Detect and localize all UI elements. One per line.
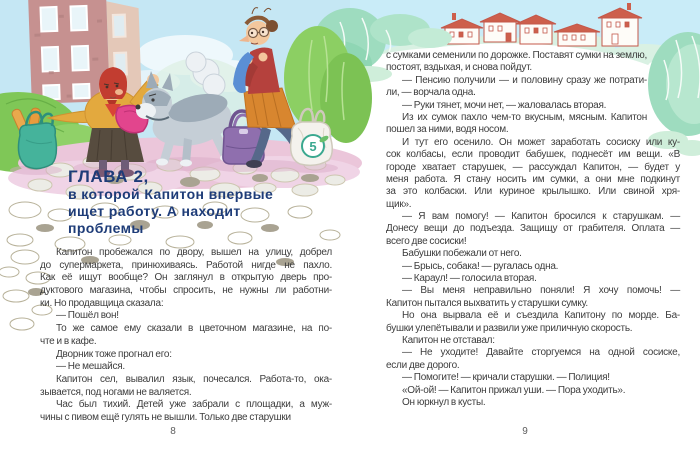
text-line: — Караул! — голосила вторая. [402,273,537,285]
text-line: до супермаркета, принюхиваясь. Работой нигде не пахло. [40,259,332,271]
text-line: — Не мешайся. [56,361,125,373]
text-line: дуктового магазина, чтобы спросить, не нужны ли работни- [40,285,332,297]
text-line: — Не уходите! Давайте сторгуемся на одной сосиске, [402,347,680,359]
text-line: Но она вырвала её и съездила Капитону по морде. Ба- [402,310,680,322]
chapter-subtitle-line-2: ищет работу. А находит [68,203,241,219]
text-line: меня работа. Я стану носить им сумки, а они мне подкинут [386,173,680,185]
text-line: щик». [386,198,412,210]
text-line: — Руки тянет, мочи нет, — жаловалась вторая. [402,99,607,111]
text-line: Из их сумок пахло чем-то вкусным, мясным. Капитон [402,111,647,123]
text-line: постоят, вздыхая, и снова пойдут. [386,62,532,74]
text-line: пошел за ними, водя носом. [386,124,509,136]
chapter-heading: ГЛАВА 2, [68,167,149,186]
page-number-left: 8 [170,426,176,437]
text-line: Капитон пытался выхватить у старушки сумку. [386,297,588,309]
right-page-text [386,50,680,409]
text-line: «Ой-ой! — Капитон прижал уши. — Пора уходить». [402,384,626,396]
text-line: — Пошёл вон! [56,310,119,322]
left-page-text [40,247,332,425]
text-line: всего две сосиски! [386,235,467,247]
text-line: Донесу вещи до подъезда. Защищу от грабителя. Оплата — [386,223,680,235]
text-line: за это колбаски. Или куриное крылышко. Или свиной хря- [386,186,680,198]
text-line: Капитон не отставал: [402,334,495,346]
text-line: — Вы меня неправильно поняли! Я хочу помочь! — [402,285,680,297]
text-line: сок колбасы, если проводит бабушек, поднесёт им вещи. «В [386,149,680,161]
text-line: — Помогите! — кричали старушки. — Полиция! [402,372,610,384]
text-line: ли, — ворчала одна. [386,87,476,99]
text-line: И тут его осенило. Он может заработать сосиску или ку- [402,136,680,148]
text-line: Час был тихий. Детей уже забрали с площадки, а муж- [56,399,332,411]
text-line: — Пенсию получили — и половину сразу же потрати- [402,74,647,86]
text-line: городе хватает старушек, — рассуждал Капитон, — будет у [386,161,680,173]
text-line: чины с пивом ещё гулять не вышли. Только две старушки [40,411,291,423]
page-number-right: 9 [522,426,528,437]
text-line: — Я вам помогу! — Капитон бросился к старушкам. — [402,211,680,223]
text-line: ки. Но продавщица сказала: [40,297,164,309]
text-line: Бабушки побежали от него. [402,248,522,260]
text-line: — Брысь, собака! — ругалась одна. [402,260,559,272]
chapter-subtitle-line-1: в которой Капитон впервые [68,186,274,202]
text-line: То же самое ему сказали в цветочном магазине, на по- [56,323,332,335]
text-line: Капитон пробежался по двору, вышел на улицу, добрел [56,247,332,258]
text-line: если две дорого. [386,359,460,371]
text-line: зывается, под ногами не валяется. [40,386,192,398]
chapter-title-block [68,167,273,237]
text-line: с сумками семенили по дорожке. Поставят сумки на землю, [386,50,648,61]
text-line: Капитон сел, вывалил язык, почесался. Работа-то, ока- [56,373,332,385]
text-line: Дворник тоже прогнал его: [56,348,172,360]
plastic-bag-label: 5 [309,139,317,154]
chapter-subtitle-line-3: проблемы [68,220,144,236]
text-line: Как её ищут вообще? Он заглянул в открытую дверь про- [40,272,332,284]
text-line: чте и в кафе. [40,335,97,347]
text-line: бушки улепётывали и развили уже приличную скорость. [386,322,633,334]
text-line: Он юркнул в кусты. [402,396,486,408]
